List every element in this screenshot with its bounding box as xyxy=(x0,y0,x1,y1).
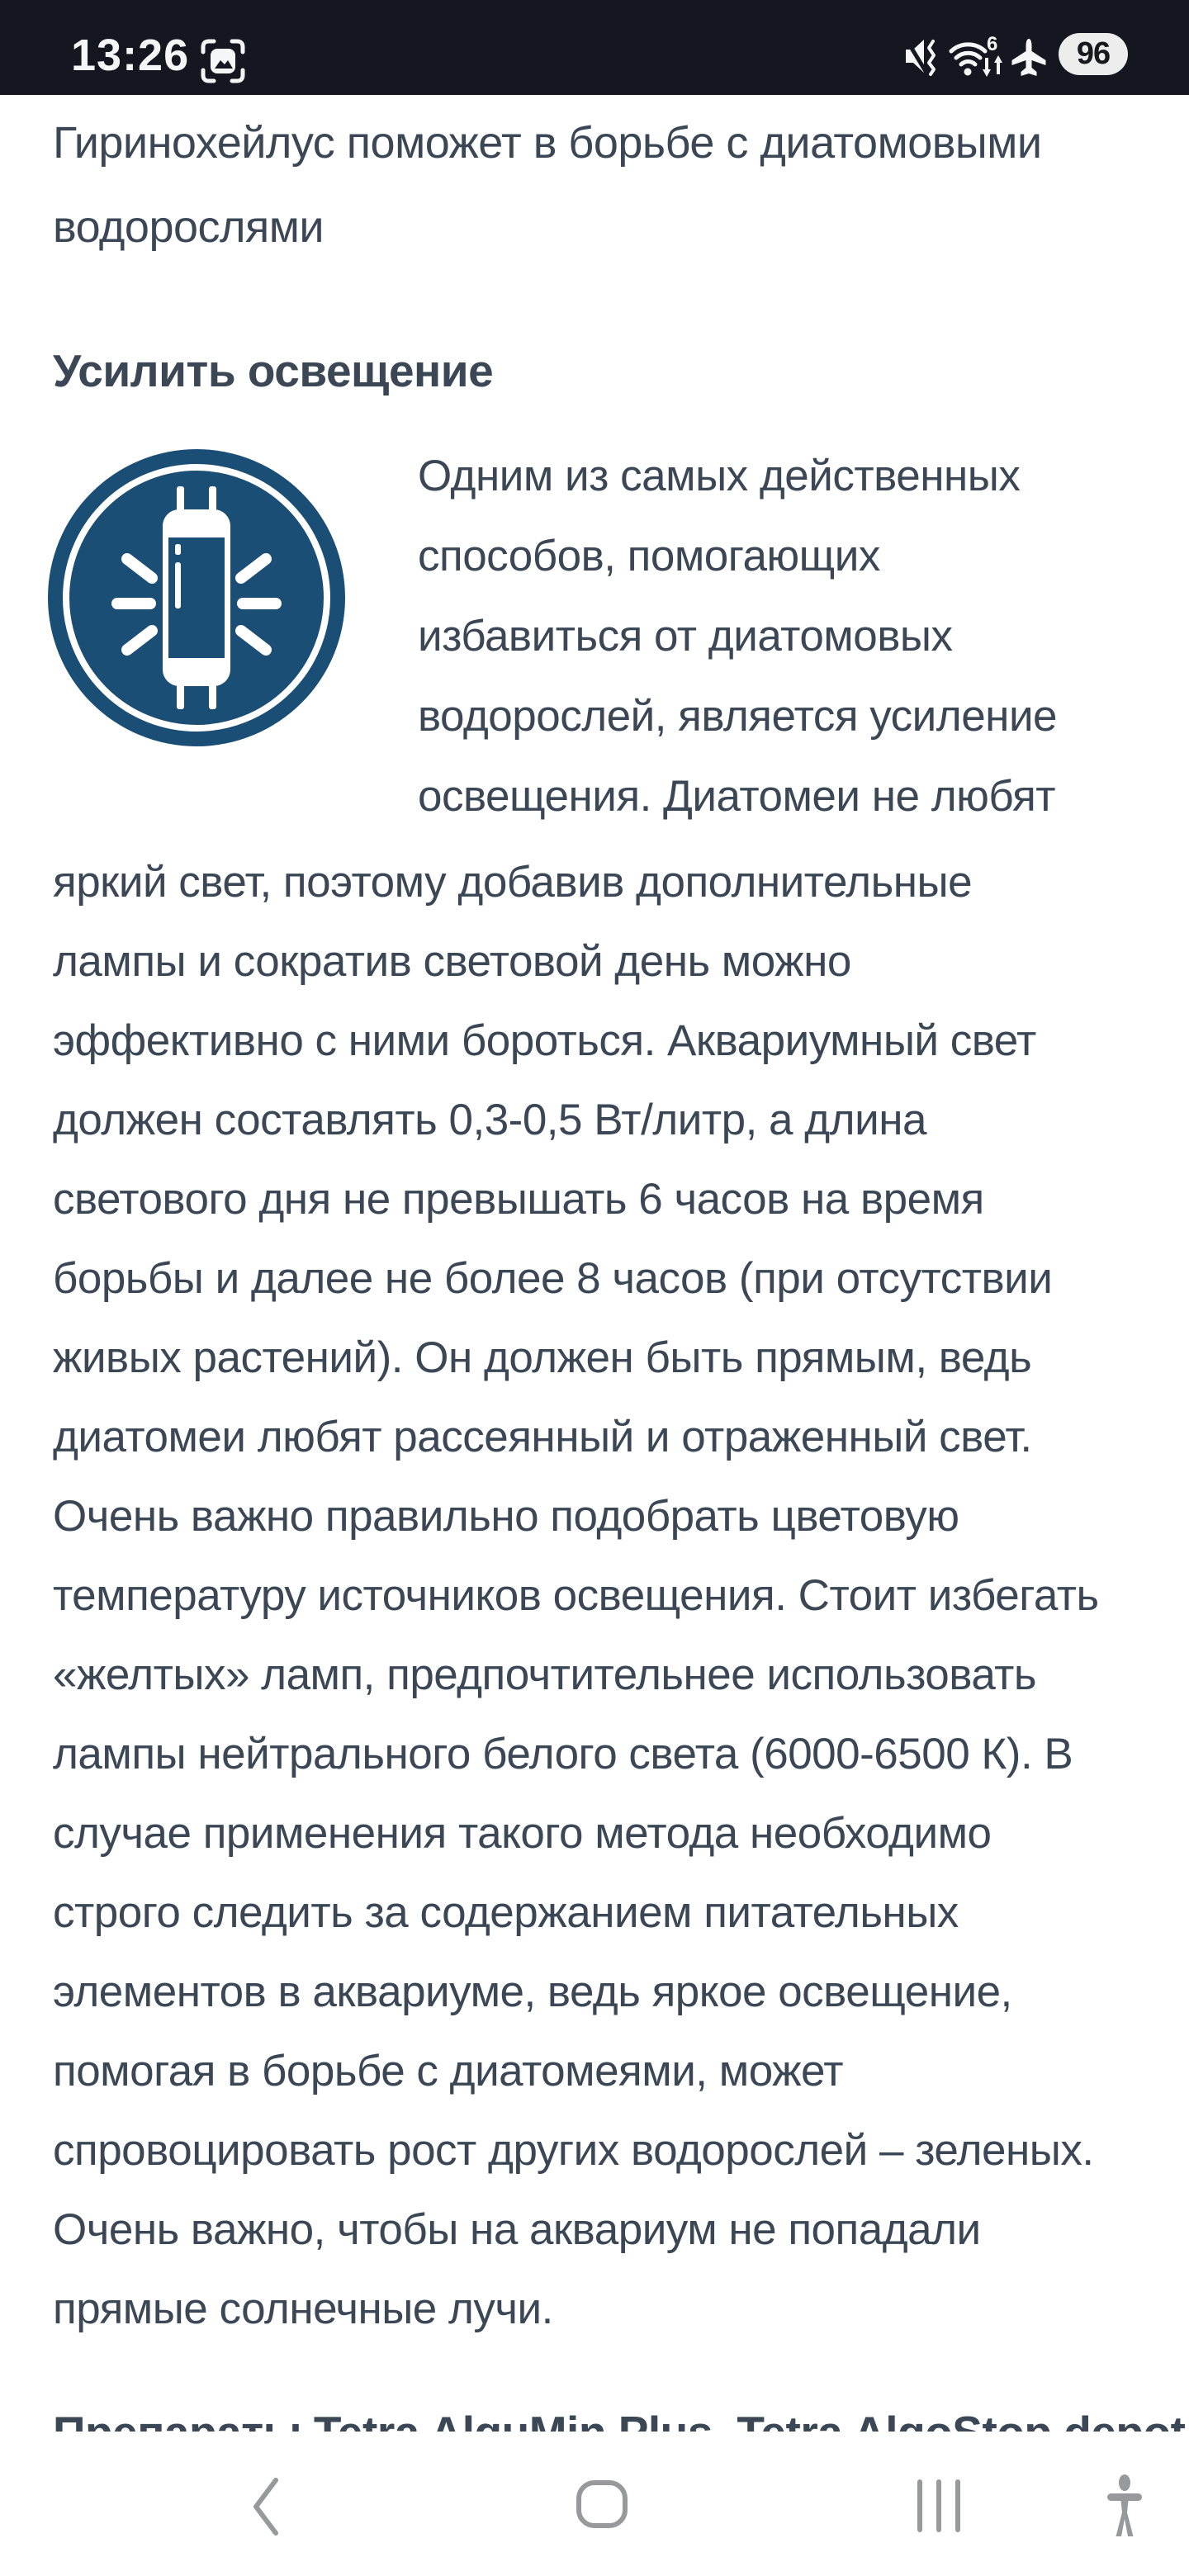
paragraph-text-wrapped xyxy=(418,436,1057,836)
paragraph-line: должен составлять 0,3-0,5 Вт/литр, а длина xyxy=(53,1096,926,1144)
accessibility-button[interactable] xyxy=(1103,2475,1146,2538)
recent-apps-button[interactable] xyxy=(917,2479,960,2532)
navigation-bar xyxy=(0,2432,1189,2576)
status-bar xyxy=(0,0,1189,95)
paragraph-line: спровоцировать рост других водорослей – зеленых. xyxy=(53,2126,1094,2175)
battery-indicator xyxy=(1059,33,1128,75)
paragraph-line: водорослей, является усиление xyxy=(418,692,1058,741)
paragraph-line: яркий свет, поэтому добавив дополнительные xyxy=(53,858,973,907)
paragraph-line: лампы и сократив световой день можно xyxy=(53,937,851,986)
aquarium-lamp-illustration xyxy=(48,449,345,746)
paragraph-line: Очень важно, чтобы на аквариум не попадали xyxy=(53,2205,981,2254)
recent-bar-icon xyxy=(955,2479,960,2532)
wifi6-updown-icon xyxy=(951,35,1006,79)
airplane-mode-icon xyxy=(1011,38,1047,74)
paragraph-line: элементов в аквариуме, ведь яркое освещение, xyxy=(53,1968,1012,2016)
paragraph-line: способов, помогающих xyxy=(418,532,880,580)
accessibility-person-icon xyxy=(1107,2474,1142,2536)
paragraph-line: эффективно с ними бороться. Аквариумный свет xyxy=(53,1016,1036,1065)
wifi-generation-badge: 6 xyxy=(987,33,998,55)
paragraph-line: светового дня не превышать 6 часов на время xyxy=(53,1175,984,1224)
paragraph-line: температуру источников освещения. Стоит избегать xyxy=(53,1571,1099,1620)
paragraph-line: диатомеи любят рассеянный и отраженный свет. xyxy=(53,1413,1032,1461)
back-button[interactable] xyxy=(249,2477,282,2536)
next-section-heading-clipped xyxy=(53,2408,1189,2432)
screenshot-capture-icon xyxy=(198,36,248,86)
paragraph-text xyxy=(53,843,1099,2349)
paragraph-line: избавиться от диатомовых xyxy=(418,612,953,661)
recent-bar-icon xyxy=(936,2479,941,2532)
paragraph-line: помогая в борьбе с диатомеями, может xyxy=(53,2047,844,2095)
article-intro-paragraph xyxy=(53,101,1176,269)
paragraph-line: освещения. Диатомеи не любят xyxy=(418,772,1056,821)
paragraph-line: прямые солнечные лучи. xyxy=(53,2285,553,2333)
paragraph-line: живых растений). Он должен быть прямым, ведь xyxy=(53,1333,1032,1382)
paragraph-line: Очень важно правильно подобрать цветовую xyxy=(53,1492,959,1541)
clock-text: 13:26 xyxy=(71,31,190,80)
paragraph-line: борьбы и далее не более 8 часов (при отсутствии xyxy=(53,1254,1053,1303)
mute-vibrate-icon xyxy=(905,37,938,75)
paragraph-line: случае применения такого метода необходимо xyxy=(53,1809,992,1858)
battery-percent: 96 xyxy=(1076,36,1111,71)
intro-line: водорослями xyxy=(53,202,324,252)
section-heading: Усилить освещение xyxy=(53,345,494,396)
paragraph-line: строго следить за содержанием питательных xyxy=(53,1888,959,1937)
paragraph-line: Одним из самых действенных xyxy=(418,452,1021,500)
paragraph-line: лампы нейтрального белого света (6000-6500 К). В xyxy=(53,1730,1073,1778)
chevron-left-icon xyxy=(256,2480,276,2533)
home-button[interactable] xyxy=(576,2480,628,2528)
paragraph-line: «желтых» ламп, предпочтительнее использовать xyxy=(53,1650,1037,1699)
recent-bar-icon xyxy=(917,2479,922,2532)
intro-line: Гиринохейлус поможет в борьбе с диатомовыми xyxy=(53,118,1042,168)
